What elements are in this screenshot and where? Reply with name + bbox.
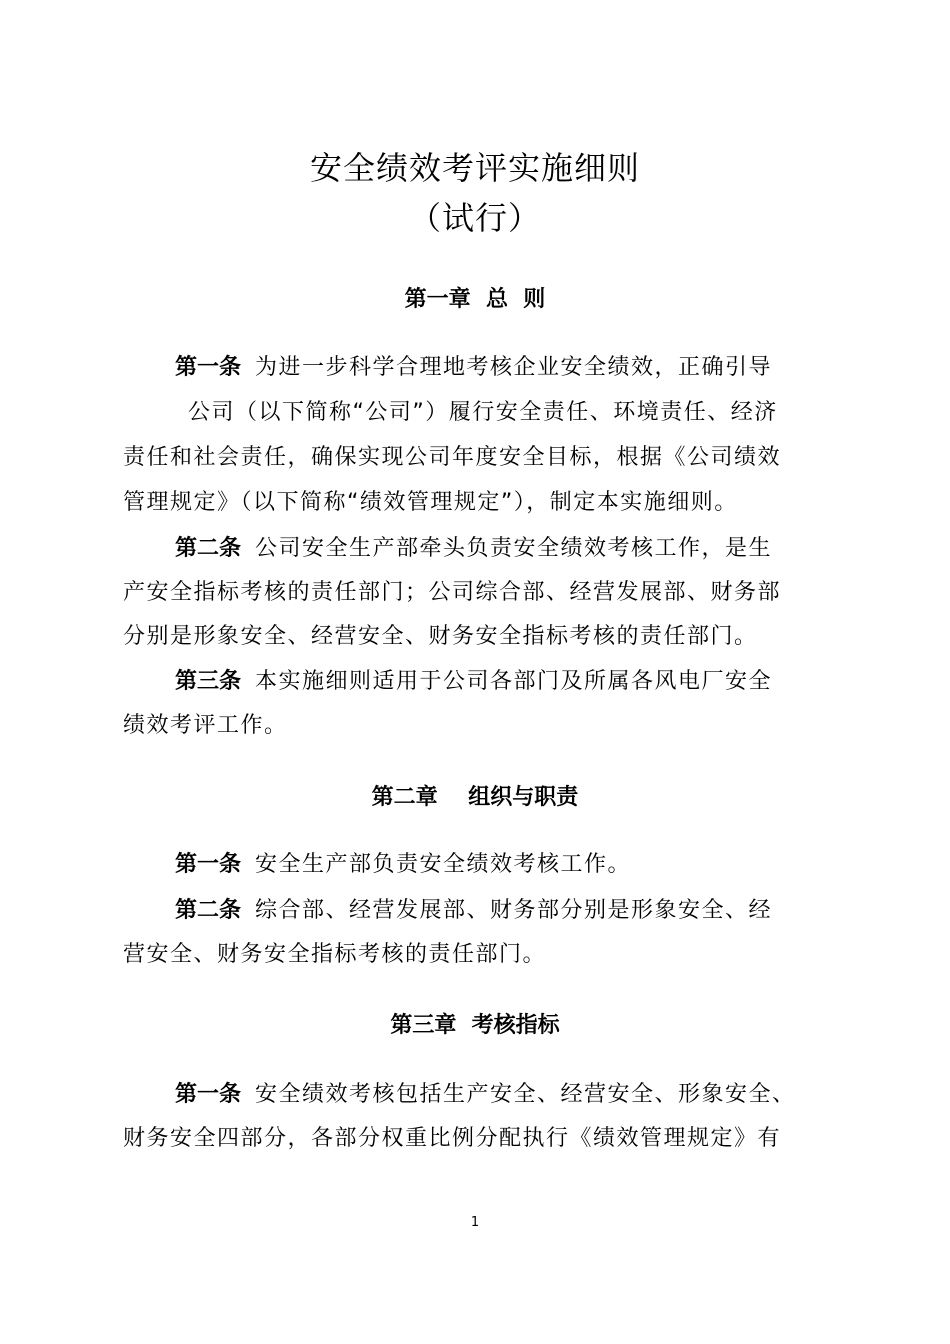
paragraph-line: 责任和社会责任，确保实现公司年度安全目标，根据《公司绩效 <box>123 445 782 470</box>
article-label: 第二条 <box>175 536 242 561</box>
article-label: 第一条 <box>175 852 242 877</box>
paragraph-line: 产安全指标考核的责任部门；公司综合部、经营发展部、财务部 <box>123 580 782 605</box>
article-label: 第一条 <box>175 1082 242 1107</box>
chapter-3-heading: 第三章 考核指标 <box>390 1013 560 1038</box>
document-title: 安全绩效考评实施细则 <box>309 149 640 187</box>
page-number: 1 <box>470 1215 480 1230</box>
chapter-2-heading: 第二章 组织与职责 <box>371 785 579 810</box>
paragraph-line: 绩效考评工作。 <box>123 713 288 738</box>
paragraph-line: 公司（以下简称“公司”）履行安全责任、环境责任、经济 <box>188 400 778 425</box>
paragraph-line <box>175 1080 796 1110</box>
paragraph-line: 管理规定》（以下简称“绩效管理规定”），制定本实施细则。 <box>123 490 738 515</box>
paragraph-line <box>175 534 772 564</box>
article-text: 综合部、经营发展部、财务部分别是形象安全、经 <box>255 898 773 923</box>
paragraph-line <box>175 850 631 880</box>
article-label: 第二条 <box>175 898 242 923</box>
paragraph-line <box>175 667 772 697</box>
paragraph-line: 营安全、财务安全指标考核的责任部门。 <box>123 942 547 967</box>
article-label: 第一条 <box>175 355 242 380</box>
article-text: 为进一步科学合理地考核企业安全绩效，正确引导 <box>255 355 773 380</box>
chapter-1-heading: 第一章 总 则 <box>404 287 546 312</box>
article-text: 本实施细则适用于公司各部门及所属各风电厂安全 <box>255 669 773 694</box>
paragraph-line <box>175 896 772 926</box>
paragraph-line <box>175 353 772 383</box>
article-text: 公司安全生产部牵头负责安全绩效考核工作，是生 <box>255 536 773 561</box>
article-text: 安全绩效考核包括生产安全、经营安全、形象安全、 <box>255 1082 796 1107</box>
article-text: 安全生产部负责安全绩效考核工作。 <box>255 852 632 877</box>
paragraph-line: 分别是形象安全、经营安全、财务安全指标考核的责任部门。 <box>123 624 758 649</box>
paragraph-line: 财务安全四部分，各部分权重比例分配执行《绩效管理规定》有 <box>123 1126 782 1151</box>
article-label: 第三条 <box>175 669 242 694</box>
document-subtitle: （试行） <box>408 199 541 237</box>
